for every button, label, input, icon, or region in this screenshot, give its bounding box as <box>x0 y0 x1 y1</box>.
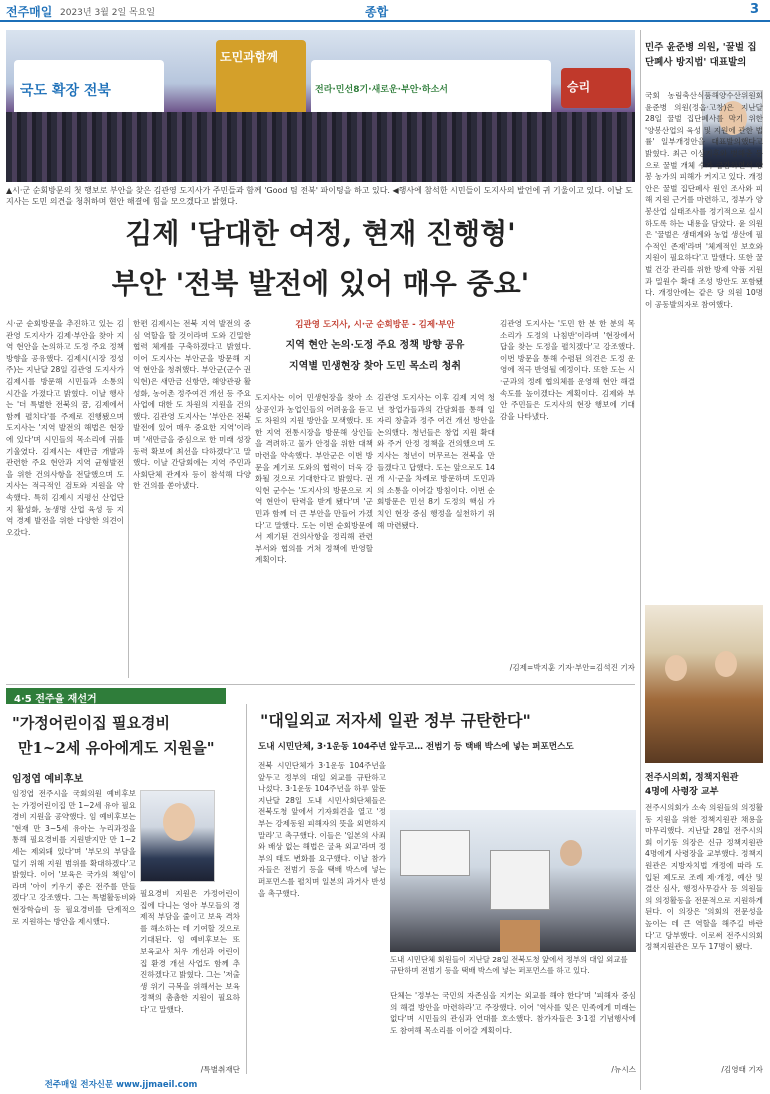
side2-byline: /김영태 기자 <box>721 1065 763 1074</box>
article-col-4: 김관영 도지사는 이후 김제 지역 청년 창업가들과의 간담회를 통해 일자리 창출과 정주 여건 개선 방안을 논의했다. 청년들은 창업 지원 확대와 주거 안정 정책을 건의했으며 도지사는 청년이 머무르는 전북을 만들겠다고 답했다. 도는 앞으로도 14개 시·군을 차례로 방문하며 도민과의 소통을 이어갈 방침이다. 이번 순회방문은 민선 8기 도정의 핵심 가치인 현장 중심 행정을 실천하기 위해 마련됐다. <box>377 393 495 530</box>
photo-banner-1: 국도 확장 전북 <box>14 60 164 120</box>
box2-text: 전북 시민단체가 3·1운동 104주년을 앞두고 정부의 대일 외교를 규탄하고 나섰다. 3·1운동 104주년을 하루 앞둔 지난달 28일 도내 시민사회단체들은 전북도청 앞에서 기자회견을 열고 '정부는 강제동원 피해자의 뜻을 외면하지 말라'고 촉구했다. 이들은 '일본의 사죄와 배상 없는 해법은 굴욕 외교'라며 정부의 태도 변화를 요구했다. 이날 참가자들은 전범기 등을 택배 박스에 넣는 퍼포먼스를 펼치며 일본의 과거사 반성을 촉구했다. <box>258 761 386 898</box>
protest-sign <box>400 830 470 876</box>
article-col-5: 김관영 도지사는 '도민 한 분 한 분의 목소리가 도정의 나침반'이라며 '현장에서 답을 찾는 도정을 펼치겠다'고 강조했다. 이번 방문을 통해 수렴된 의견은 도정 운영에 적극 반영될 예정이다. 또한 도는 시·군과의 정례 협의체를 운영해 현안 해결 속도를 높이겠다는 계획이다. 김제와 부안 주민들은 도지사의 현장 행보에 기대감을 나타냈다. <box>500 319 635 421</box>
headline-line-2: 부안 '전북 발전에 있어 매우 중요' <box>111 267 530 300</box>
section-label: 종합 <box>365 5 389 19</box>
portrait-face <box>163 803 195 841</box>
main-photo <box>6 30 635 182</box>
article-col-2: 한편 김제시는 전북 지역 발전의 중심 역할을 할 것이라며 도와 긴밀한 협력 체계를 구축하겠다고 밝혔다. 이어 도지사는 부안군을 방문해 지역 현안을 청취했다. 부안군(군수 권익현)은 새만금 신항만, 해양관광 활성화, 농어촌 정주여건 개선 등 주요 사업에 대한 도 차원의 지원을 건의했다. 김관영 도지사는 '부안은 전북 발전에 있어 매우 중요한 지역'이라며 '새만금을 중심으로 한 미래 성장동력 확보에 최선을 다하겠다'고 말했다. 이날 간담회에는 지역 주민과 사회단체 관계자 등이 참석해 다양한 건의를 쏟아냈다. <box>133 319 251 491</box>
photo-caption: ▲시·군 순회방문의 첫 행보로 부안을 찾은 김관영 도지사가 주민들과 함께 'Good 팀 전북' 파이팅을 하고 있다. ◀행사에 참석한 시민들이 도지사의 발언에 귀 기울이고 있다. 이날 도지사는 도민 의견을 청취하며 현안 해결에 힘을 모으겠다고 밝혔다. <box>6 186 633 206</box>
section-bar: 4·5 전주을 재선거 <box>6 688 226 704</box>
parcel-box <box>500 920 540 952</box>
subhead-kicker: 김관영 도지사, 시·군 순회방문 - 김제·부안 <box>295 320 455 330</box>
box1-quote-line-2: 만1~2세 유아에게도 지원을" <box>18 739 215 757</box>
box1-name: 임정엽 예비후보 <box>12 774 84 785</box>
section-rule <box>6 684 635 685</box>
headline-line-1: 김제 '담대한 여정, 현재 진행형' <box>125 217 516 250</box>
photo-banner-2: 도민과함께 <box>216 40 306 140</box>
sidebar-title: 민주 윤준병 의원, '꿀벌 집단폐사 방지법' 대표발의 <box>645 42 757 68</box>
article-col-3: 도지사는 이어 민생현장을 찾아 소상공인과 농업인들의 어려움을 듣고 도 차원의 지원 방안을 모색했다. 또한 지역 전통시장을 방문해 상인들을 격려하고 물가 안정을 위한 대책 마련을 약속했다. 부안군은 이번 방문을 계기로 도와의 협력이 더욱 강화될 것으로 기대한다고 밝혔다. 권익현 군수는 '도지사의 방문으로 지역 현안이 탄력을 받게 됐다'며 '군민과 함께 더 큰 부안을 만들어 가겠다'고 말했다. 도는 이번 순회방문에서 제기된 건의사항을 정리해 관련 부서와 협의를 거쳐 정책에 반영할 계획이다. <box>255 393 373 565</box>
box1-text: 임정엽 전주시을 국회의원 예비후보는 가정어린이집 만 1~2세 유아 필요경비 지원을 공약했다. 임 예비후보는 '현재 만 3~5세 유아는 누리과정을 통해 필요경비를 지원받지만 만 1~2세는 제외돼 있다'며 '부모의 부담을 덜기 위해 지원 범위를 확대하겠다'고 밝혔다. 이어 '보육은 국가의 책임'이라며 '아이 키우기 좋은 전주를 만들겠다'고 강조했다. 그는 특별활동비와 현장학습비 등 필요경비를 단계적으로 지원하는 방안을 제시했다. <box>12 789 136 926</box>
side2-title-2: 4명에 사령장 교부 <box>645 787 719 797</box>
council-photo <box>645 605 763 763</box>
box2-byline: /뉴시스 <box>611 1065 636 1074</box>
side2-text: 전주시의회가 소속 의원들의 의정활동 지원을 위한 정책지원관 채용을 마무리했다. 지난달 28일 전주시의회 이기동 의장은 신규 정책지원관 4명에게 사령장을 교부했다. 정책지원관은 지방자치법 개정에 따라 도입된 제도로 조례 제·개정, 예산 및 결산 심사, 행정사무감사 등 의원들의 의정활동을 전문적으로 지원하게 된다. 이 의장은 '의회의 전문성을 높이는 데 큰 역할을 해주길 바란다'고 당부했다. 이로써 전주시의회 정책지원관은 모두 17명이 됐다. <box>645 803 763 952</box>
box2-subhead: 도내 시민단체, 3·1운동 104주년 앞두고… 전범기 등 택배 박스에 넣는 퍼포먼스도 <box>258 742 574 752</box>
photo-crowd <box>6 112 635 182</box>
protest-photo <box>390 810 636 952</box>
box2-text-2: 단체는 '정부는 국민의 자존심을 지키는 외교를 해야 한다'며 '피해자 중심의 해결 방안을 마련하라'고 주장했다. 이어 '역사를 잊은 민족에게 미래는 없다'며 시민들의 관심과 연대를 호소했다. 참가자들은 3·1절 기념행사에도 참여해 목소리를 이어갈 계획이다. <box>390 991 636 1035</box>
box1-quote-line-1: "가정어린이집 필요경비 <box>12 714 170 732</box>
box1-byline: /특별취재단 <box>200 1065 240 1074</box>
portrait-lim <box>140 790 215 882</box>
box1-text-2: 필요경비 지원은 가정어린이집에 다니는 영아 부모들의 경제적 부담을 줄이고 보육 격차를 해소하는 데 기여할 것으로 기대된다. 임 예비후보는 또 보육교사 처우 개선과 어린이집 환경 개선 사업도 함께 추진하겠다고 밝혔다. 그는 '저출생 위기 극복을 위해서는 보육 정책의 촘촘한 지원이 필요하다'고 말했다. <box>140 889 240 1014</box>
side2-title-1: 전주시의회, 정책지원관 <box>645 773 739 783</box>
article-byline: /김제=박지훈 기자·부안=김석진 기자 <box>509 663 635 672</box>
protest-photo-caption: 도내 시민단체 회원들이 지난달 28일 전북도청 앞에서 정부의 대일 외교를 규탄하며 전범기 등을 택배 박스에 넣는 퍼포먼스를 하고 있다. <box>390 955 628 975</box>
page-footer[interactable]: 전주매일 전자신문 www.jjmaeil.com <box>44 1080 198 1090</box>
photo-banner-3: 전라·민선8기·새로운·부안·하소서 <box>311 60 551 120</box>
subhead-line-2: 지역별 민생현장 찾아 도민 목소리 청취 <box>289 361 461 372</box>
page-header <box>0 0 770 22</box>
protester-face <box>560 840 582 866</box>
article-col-1: 시·군 순회방문을 추진하고 있는 김관영 도지사가 김제·부안을 찾아 지역 현안을 논의하고 도정 주요 정책 방향을 공유했다. 김제시(시장 정성주)는 지난달 28일 김관영 도지사가 김제시를 방문해 시민들과 소통의 시간을 가졌다고 밝혔다. 이날 행사는 '더 특별한 전북의 꿈, 김제에서 함께 펼치다'를 주제로 진행됐으며 도지사는 '지역 발전의 해법은 현장에 있다'며 시민들의 목소리에 귀를 기울였다. 김제시는 새만금 개발과 관련한 주요 현안과 지역 균형발전을 위한 건의사항을 전달했으며 도지사는 적극적인 검토와 지원을 약속했다. 특히 김제시 지평선 산업단지 활성화, 농생명 산업 육성 등 지역 경제 발전을 위한 다양한 의견이 오갔다. <box>6 319 124 537</box>
person-face <box>715 651 737 677</box>
col-divider <box>128 318 129 678</box>
issue-date: 2023년 3월 2일 목요일 <box>60 8 156 18</box>
subhead-line-1: 지역 현안 논의·도정 주요 정책 방향 공유 <box>285 340 465 351</box>
article-subhead <box>255 318 495 372</box>
box2-quote: "대일외교 저자세 일관 정부 규탄한다" <box>260 711 531 730</box>
person-face <box>665 655 687 681</box>
sidebar-divider <box>640 30 641 1090</box>
sidebar-text: 국회 농림축산식품해양수산위원회 윤준병 의원(정읍·고창)은 지난달 28일 꿀벌 집단폐사를 막기 위한 '양봉산업의 육성 및 지원에 관한 법률' 일부개정안을 대표발의했다고 밝혔다. 최근 이상기후와 병해충 등으로 꿀벌 개체 수가 급감하면서 양봉 농가의 피해가 커지고 있다. 개정안은 꿀벌 집단폐사 원인 조사와 피해 지원 근거를 마련하고, 정부가 양봉산업 실태조사를 정기적으로 실시하도록 하는 내용을 담았다. 윤 의원은 '꿀벌은 생태계와 농업 생산에 필수적인 존재'라며 '체계적인 보호와 지원이 필요하다'고 말했다. 또한 꿀벌 건강 관리를 위한 방제 약품 지원과 밀원수 확대 조성 방안도 포함됐다. 개정안에는 같은 당 의원 10명이 공동발의자로 참여했다. <box>645 91 763 309</box>
photo-banner-4: 승리 <box>561 68 631 108</box>
protest-sign <box>490 850 550 910</box>
page-number: 3 <box>750 2 760 17</box>
newspaper-brand: 전주매일 <box>6 5 53 19</box>
box-divider <box>246 704 247 1074</box>
